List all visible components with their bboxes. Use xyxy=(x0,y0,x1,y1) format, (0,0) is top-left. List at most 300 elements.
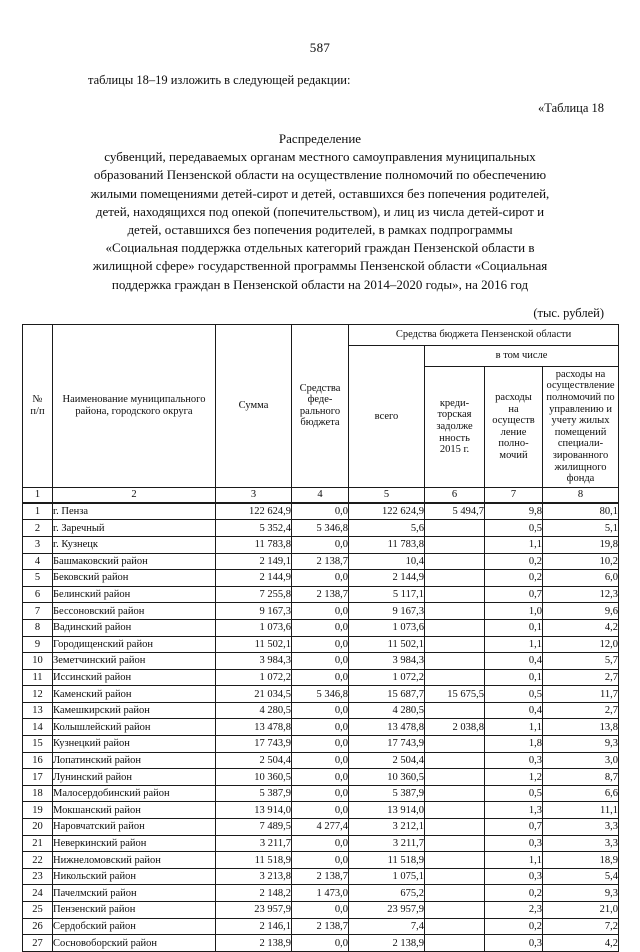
table-head xyxy=(23,324,619,502)
cell-sum: 7 489,5 xyxy=(216,819,292,836)
title-line-6: жилищной сфере» государственной программы Пензенской области «Социальная xyxy=(92,258,548,274)
table-row xyxy=(23,902,619,919)
header-credit-debt xyxy=(425,366,485,487)
cell-row-number: 26 xyxy=(23,918,53,935)
cell-powers-expenses: 1,8 xyxy=(485,736,543,753)
header-rash-line3: осуществ xyxy=(492,415,535,427)
cell-region-total: 7,4 xyxy=(349,918,425,935)
cell-admin-expenses: 4,2 xyxy=(543,619,619,636)
cell-admin-expenses: 3,3 xyxy=(543,835,619,852)
cell-municipality-name: Камешкирский район xyxy=(53,702,216,719)
table-row xyxy=(23,586,619,603)
cell-row-number: 23 xyxy=(23,868,53,885)
cell-row-number: 7 xyxy=(23,603,53,620)
header-kred-line3: задолже xyxy=(436,421,473,432)
page-number: 587 xyxy=(309,40,331,55)
cell-powers-expenses: 0,7 xyxy=(485,586,543,603)
header-municipality-name: Наименование муниципального района, городского округа xyxy=(53,324,216,487)
header-upr-line4: управлению и xyxy=(549,403,612,415)
cell-powers-expenses: 1,1 xyxy=(485,852,543,869)
cell-municipality-name: Вадинский район xyxy=(53,619,216,636)
cell-municipality-name: Иссинский район xyxy=(53,669,216,686)
cell-federal-budget: 2 138,7 xyxy=(292,553,349,570)
table-row xyxy=(23,536,619,553)
cell-credit-debt xyxy=(425,769,485,786)
header-fed-line3: рального xyxy=(299,405,341,417)
cell-row-number: 24 xyxy=(23,885,53,902)
column-number-row xyxy=(23,487,619,503)
cell-credit-debt xyxy=(425,802,485,819)
cell-sum: 5 352,4 xyxy=(216,520,292,537)
table-row xyxy=(23,868,619,885)
header-rash-line2: на xyxy=(508,403,519,415)
cell-powers-expenses: 0,3 xyxy=(485,752,543,769)
cell-powers-expenses: 0,7 xyxy=(485,819,543,836)
cell-federal-budget: 0,0 xyxy=(292,769,349,786)
cell-sum: 7 255,8 xyxy=(216,586,292,603)
cell-municipality-name: Земетчинский район xyxy=(53,653,216,670)
header-fed-line4: бюджета xyxy=(300,417,340,429)
title-line-1: образований Пензенской области на осуществление полномочий по обеспечению xyxy=(93,167,547,183)
table-row xyxy=(23,835,619,852)
cell-row-number: 6 xyxy=(23,586,53,603)
cell-admin-expenses: 11,7 xyxy=(543,686,619,703)
cell-credit-debt xyxy=(425,619,485,636)
cell-region-total: 5 387,9 xyxy=(349,785,425,802)
table-row xyxy=(23,520,619,537)
cell-powers-expenses: 1,2 xyxy=(485,769,543,786)
cell-region-total: 122 624,9 xyxy=(349,503,425,520)
cell-sum: 2 149,1 xyxy=(216,553,292,570)
cell-municipality-name: Белинский район xyxy=(53,586,216,603)
colnum-2: 2 xyxy=(53,487,216,503)
cell-region-total: 11 518,9 xyxy=(349,852,425,869)
cell-region-total: 5,6 xyxy=(349,520,425,537)
cell-sum: 1 073,6 xyxy=(216,619,292,636)
cell-municipality-name: Колышлейский район xyxy=(53,719,216,736)
cell-credit-debt xyxy=(425,636,485,653)
cell-admin-expenses: 5,4 xyxy=(543,868,619,885)
cell-credit-debt xyxy=(425,902,485,919)
cell-row-number: 15 xyxy=(23,736,53,753)
title-line-4: детей, оставшихся без попечения родителей, в рамках подпрограммы xyxy=(127,222,513,238)
header-num-line1: № xyxy=(32,394,43,406)
colnum-1: 1 xyxy=(23,487,53,503)
cell-federal-budget: 0,0 xyxy=(292,719,349,736)
cell-sum: 122 624,9 xyxy=(216,503,292,520)
cell-region-total: 2 504,4 xyxy=(349,752,425,769)
header-num-line2: п/п xyxy=(30,405,45,417)
cell-sum: 9 167,3 xyxy=(216,603,292,620)
cell-municipality-name: Малосердобинский район xyxy=(53,785,216,802)
cell-municipality-name: Каменский район xyxy=(53,686,216,703)
table-body xyxy=(23,503,619,952)
cell-municipality-name: Кузнецкий район xyxy=(53,736,216,753)
cell-municipality-name: Мокшанский район xyxy=(53,802,216,819)
cell-sum: 2 138,9 xyxy=(216,935,292,952)
table-row xyxy=(23,785,619,802)
table-row xyxy=(23,653,619,670)
table-row xyxy=(23,752,619,769)
cell-powers-expenses: 0,3 xyxy=(485,868,543,885)
header-row-group xyxy=(23,324,619,345)
cell-row-number: 25 xyxy=(23,902,53,919)
table-row xyxy=(23,686,619,703)
cell-powers-expenses: 9,8 xyxy=(485,503,543,520)
cell-credit-debt xyxy=(425,835,485,852)
cell-region-total: 11 502,1 xyxy=(349,636,425,653)
cell-admin-expenses: 3,3 xyxy=(543,819,619,836)
table-row xyxy=(23,636,619,653)
cell-municipality-name: Городищенский район xyxy=(53,636,216,653)
cell-municipality-name: Сосновоборский район xyxy=(53,935,216,952)
header-upr-line5: учету жилых xyxy=(551,415,610,427)
cell-row-number: 27 xyxy=(23,935,53,952)
cell-region-total: 3 211,7 xyxy=(349,835,425,852)
table-row xyxy=(23,619,619,636)
table-row xyxy=(23,802,619,819)
cell-row-number: 4 xyxy=(23,553,53,570)
header-powers-expenses xyxy=(485,366,543,487)
cell-municipality-name: Никольский район xyxy=(53,868,216,885)
cell-credit-debt xyxy=(425,819,485,836)
cell-row-number: 12 xyxy=(23,686,53,703)
cell-admin-expenses: 10,2 xyxy=(543,553,619,570)
table-label: «Таблица 18 xyxy=(538,101,604,115)
cell-credit-debt xyxy=(425,520,485,537)
cell-region-total: 10,4 xyxy=(349,553,425,570)
header-admin-expenses xyxy=(543,366,619,487)
table-row xyxy=(23,553,619,570)
cell-sum: 17 743,9 xyxy=(216,736,292,753)
cell-sum: 23 957,9 xyxy=(216,902,292,919)
cell-region-total: 3 212,1 xyxy=(349,819,425,836)
cell-powers-expenses: 0,1 xyxy=(485,669,543,686)
cell-powers-expenses: 0,5 xyxy=(485,686,543,703)
cell-federal-budget: 5 346,8 xyxy=(292,520,349,537)
header-kred-line2: торская xyxy=(437,409,472,421)
cell-admin-expenses: 3,0 xyxy=(543,752,619,769)
header-upr-line1: расходы на xyxy=(555,368,606,380)
title-line-3: детей, находящихся под опекой (попечительством), и лиц из числа детей-сирот и xyxy=(95,203,545,219)
cell-federal-budget: 0,0 xyxy=(292,570,349,587)
cell-municipality-name: Неверкинский район xyxy=(53,835,216,852)
colnum-5: 5 xyxy=(349,487,425,503)
amendment-line: таблицы 18–19 изложить в следующей редакции: xyxy=(88,73,351,87)
cell-municipality-name: Бековский район xyxy=(53,570,216,587)
table-row xyxy=(23,852,619,869)
cell-admin-expenses: 12,3 xyxy=(543,586,619,603)
cell-sum: 11 518,9 xyxy=(216,852,292,869)
table-row xyxy=(23,918,619,935)
cell-municipality-name: Лунинский район xyxy=(53,769,216,786)
cell-powers-expenses: 0,5 xyxy=(485,520,543,537)
cell-region-total: 1 075,1 xyxy=(349,868,425,885)
cell-region-total: 13 914,0 xyxy=(349,802,425,819)
cell-federal-budget: 0,0 xyxy=(292,636,349,653)
header-fed-line2: феде- xyxy=(307,394,333,406)
table-row xyxy=(23,669,619,686)
header-kred-line4: нность xyxy=(439,432,470,444)
colnum-8: 8 xyxy=(543,487,619,503)
cell-federal-budget: 0,0 xyxy=(292,603,349,620)
units-label: (тыс. рублей) xyxy=(533,305,604,320)
header-row-number xyxy=(23,324,53,487)
cell-federal-budget: 0,0 xyxy=(292,935,349,952)
table-row xyxy=(23,702,619,719)
cell-admin-expenses: 12,0 xyxy=(543,636,619,653)
cell-admin-expenses: 5,1 xyxy=(543,520,619,537)
table-row xyxy=(23,719,619,736)
colnum-4: 4 xyxy=(292,487,349,503)
cell-admin-expenses: 11,1 xyxy=(543,802,619,819)
cell-powers-expenses: 1,1 xyxy=(485,636,543,653)
cell-municipality-name: г. Заречный xyxy=(53,520,216,537)
cell-row-number: 22 xyxy=(23,852,53,869)
cell-powers-expenses: 0,4 xyxy=(485,702,543,719)
cell-credit-debt xyxy=(425,918,485,935)
cell-federal-budget: 0,0 xyxy=(292,536,349,553)
cell-municipality-name: Башмаковский район xyxy=(53,553,216,570)
cell-credit-debt: 2 038,8 xyxy=(425,719,485,736)
header-region-budget-group: Средства бюджета Пензенской области xyxy=(349,324,619,345)
cell-row-number: 2 xyxy=(23,520,53,537)
cell-region-total: 1 073,6 xyxy=(349,619,425,636)
colnum-3: 3 xyxy=(216,487,292,503)
table-row xyxy=(23,570,619,587)
cell-powers-expenses: 0,3 xyxy=(485,935,543,952)
cell-powers-expenses: 1,1 xyxy=(485,719,543,736)
cell-federal-budget: 0,0 xyxy=(292,852,349,869)
cell-region-total: 9 167,3 xyxy=(349,603,425,620)
cell-federal-budget: 0,0 xyxy=(292,785,349,802)
cell-row-number: 14 xyxy=(23,719,53,736)
cell-federal-budget: 0,0 xyxy=(292,702,349,719)
cell-sum: 2 504,4 xyxy=(216,752,292,769)
cell-federal-budget: 2 138,7 xyxy=(292,868,349,885)
header-upr-line8: зированного xyxy=(552,449,609,461)
cell-region-total: 17 743,9 xyxy=(349,736,425,753)
cell-row-number: 16 xyxy=(23,752,53,769)
cell-powers-expenses: 0,2 xyxy=(485,570,543,587)
cell-admin-expenses: 8,7 xyxy=(543,769,619,786)
colnum-6: 6 xyxy=(425,487,485,503)
header-rash-line5: полно- xyxy=(498,438,529,450)
cell-credit-debt xyxy=(425,752,485,769)
cell-sum: 21 034,5 xyxy=(216,686,292,703)
cell-credit-debt xyxy=(425,653,485,670)
cell-sum: 2 144,9 xyxy=(216,570,292,587)
table-row xyxy=(23,503,619,520)
cell-federal-budget: 2 138,7 xyxy=(292,918,349,935)
cell-row-number: 3 xyxy=(23,536,53,553)
cell-region-total: 23 957,9 xyxy=(349,902,425,919)
header-rash-line1: расходы xyxy=(495,392,532,404)
cell-federal-budget: 0,0 xyxy=(292,669,349,686)
cell-federal-budget: 5 346,8 xyxy=(292,686,349,703)
cell-region-total: 675,2 xyxy=(349,885,425,902)
cell-region-total: 2 138,9 xyxy=(349,935,425,952)
cell-admin-expenses: 6,6 xyxy=(543,785,619,802)
cell-federal-budget: 0,0 xyxy=(292,736,349,753)
cell-municipality-name: Пензенский район xyxy=(53,902,216,919)
cell-sum: 3 984,3 xyxy=(216,653,292,670)
cell-municipality-name: Сердобский район xyxy=(53,918,216,935)
cell-municipality-name: Нижнеломовский район xyxy=(53,852,216,869)
table-row xyxy=(23,819,619,836)
cell-credit-debt xyxy=(425,868,485,885)
table-row xyxy=(23,603,619,620)
cell-powers-expenses: 0,3 xyxy=(485,835,543,852)
cell-municipality-name: Лопатинский район xyxy=(53,752,216,769)
cell-municipality-name: г. Кузнецк xyxy=(53,536,216,553)
cell-sum: 2 146,1 xyxy=(216,918,292,935)
header-upr-line3: полномочий по xyxy=(546,392,615,404)
header-rash-line4: ление xyxy=(500,426,527,438)
cell-sum: 4 280,5 xyxy=(216,702,292,719)
cell-row-number: 13 xyxy=(23,702,53,719)
header-among-which: в том числе xyxy=(425,345,619,366)
cell-admin-expenses: 9,3 xyxy=(543,885,619,902)
cell-federal-budget: 1 473,0 xyxy=(292,885,349,902)
cell-sum: 3 213,8 xyxy=(216,868,292,885)
cell-sum: 10 360,5 xyxy=(216,769,292,786)
cell-federal-budget: 0,0 xyxy=(292,752,349,769)
cell-sum: 2 148,2 xyxy=(216,885,292,902)
cell-row-number: 18 xyxy=(23,785,53,802)
cell-sum: 13 914,0 xyxy=(216,802,292,819)
cell-municipality-name: Наровчатский район xyxy=(53,819,216,836)
header-kred-line1: креди- xyxy=(439,397,470,409)
cell-row-number: 5 xyxy=(23,570,53,587)
cell-sum: 11 783,8 xyxy=(216,536,292,553)
cell-powers-expenses: 1,0 xyxy=(485,603,543,620)
cell-region-total: 15 687,7 xyxy=(349,686,425,703)
document-title xyxy=(22,130,618,294)
cell-credit-debt: 15 675,5 xyxy=(425,686,485,703)
cell-admin-expenses: 9,3 xyxy=(543,736,619,753)
cell-admin-expenses: 4,2 xyxy=(543,935,619,952)
table-row xyxy=(23,885,619,902)
cell-credit-debt xyxy=(425,935,485,952)
cell-row-number: 9 xyxy=(23,636,53,653)
header-fed-line1: Средства xyxy=(299,382,341,394)
cell-sum: 5 387,9 xyxy=(216,785,292,802)
header-sum: Сумма xyxy=(216,324,292,487)
cell-credit-debt xyxy=(425,885,485,902)
cell-admin-expenses: 80,1 xyxy=(543,503,619,520)
cell-powers-expenses: 0,1 xyxy=(485,619,543,636)
cell-admin-expenses: 19,8 xyxy=(543,536,619,553)
cell-credit-debt xyxy=(425,702,485,719)
cell-row-number: 19 xyxy=(23,802,53,819)
cell-region-total: 3 984,3 xyxy=(349,653,425,670)
cell-federal-budget: 4 277,4 xyxy=(292,819,349,836)
cell-sum: 13 478,8 xyxy=(216,719,292,736)
cell-admin-expenses: 5,7 xyxy=(543,653,619,670)
cell-region-total: 1 072,2 xyxy=(349,669,425,686)
cell-sum: 11 502,1 xyxy=(216,636,292,653)
cell-credit-debt xyxy=(425,603,485,620)
cell-row-number: 10 xyxy=(23,653,53,670)
cell-row-number: 17 xyxy=(23,769,53,786)
cell-admin-expenses: 2,7 xyxy=(543,702,619,719)
subvention-distribution-table xyxy=(22,324,619,952)
title-line-5: «Социальная поддержка отдельных категорий граждан Пензенской области в xyxy=(105,240,535,256)
cell-municipality-name: Пачелмский район xyxy=(53,885,216,902)
cell-admin-expenses: 21,0 xyxy=(543,902,619,919)
cell-powers-expenses: 0,2 xyxy=(485,885,543,902)
header-federal-budget xyxy=(292,324,349,487)
cell-row-number: 1 xyxy=(23,503,53,520)
cell-row-number: 8 xyxy=(23,619,53,636)
title-line-0: субвенций, передаваемых органам местного самоуправления муниципальных xyxy=(104,149,536,165)
cell-sum: 3 211,7 xyxy=(216,835,292,852)
header-total: всего xyxy=(349,345,425,487)
cell-admin-expenses: 2,7 xyxy=(543,669,619,686)
cell-federal-budget: 0,0 xyxy=(292,835,349,852)
cell-region-total: 10 360,5 xyxy=(349,769,425,786)
title-line-7: поддержка граждан в Пензенской области на 2014–2020 годы», на 2016 год xyxy=(111,276,529,292)
cell-row-number: 11 xyxy=(23,669,53,686)
header-upr-line7: специали- xyxy=(557,438,604,450)
cell-federal-budget: 0,0 xyxy=(292,802,349,819)
cell-federal-budget: 0,0 xyxy=(292,902,349,919)
cell-credit-debt xyxy=(425,669,485,686)
cell-powers-expenses: 0,4 xyxy=(485,653,543,670)
title-line-2: жилыми помещениями детей-сирот и детей, оставшихся без попечения родителей, xyxy=(90,185,550,201)
cell-admin-expenses: 13,8 xyxy=(543,719,619,736)
header-upr-line10: фонда xyxy=(566,473,595,485)
header-rash-line6: мочий xyxy=(499,449,528,461)
table-row xyxy=(23,736,619,753)
cell-admin-expenses: 9,6 xyxy=(543,603,619,620)
header-upr-line6: помещений xyxy=(554,426,607,438)
cell-credit-debt xyxy=(425,736,485,753)
cell-region-total: 2 144,9 xyxy=(349,570,425,587)
title-heading: Распределение xyxy=(278,131,362,146)
cell-credit-debt: 5 494,7 xyxy=(425,503,485,520)
cell-federal-budget: 0,0 xyxy=(292,653,349,670)
cell-region-total: 4 280,5 xyxy=(349,702,425,719)
cell-credit-debt xyxy=(425,852,485,869)
cell-powers-expenses: 0,2 xyxy=(485,918,543,935)
cell-powers-expenses: 1,3 xyxy=(485,802,543,819)
cell-region-total: 13 478,8 xyxy=(349,719,425,736)
cell-credit-debt xyxy=(425,785,485,802)
cell-region-total: 11 783,8 xyxy=(349,536,425,553)
cell-credit-debt xyxy=(425,536,485,553)
cell-powers-expenses: 0,5 xyxy=(485,785,543,802)
cell-credit-debt xyxy=(425,586,485,603)
cell-sum: 1 072,2 xyxy=(216,669,292,686)
cell-credit-debt xyxy=(425,570,485,587)
cell-admin-expenses: 6,0 xyxy=(543,570,619,587)
cell-admin-expenses: 18,9 xyxy=(543,852,619,869)
header-upr-line9: жилищного xyxy=(554,461,607,473)
cell-municipality-name: г. Пенза xyxy=(53,503,216,520)
cell-powers-expenses: 2,3 xyxy=(485,902,543,919)
header-kred-line5: 2015 г. xyxy=(439,444,470,456)
cell-federal-budget: 0,0 xyxy=(292,619,349,636)
cell-powers-expenses: 0,2 xyxy=(485,553,543,570)
colnum-7: 7 xyxy=(485,487,543,503)
cell-row-number: 20 xyxy=(23,819,53,836)
header-upr-line2: осуществление xyxy=(546,380,615,392)
cell-federal-budget: 2 138,7 xyxy=(292,586,349,603)
cell-municipality-name: Бессоновский район xyxy=(53,603,216,620)
cell-credit-debt xyxy=(425,553,485,570)
